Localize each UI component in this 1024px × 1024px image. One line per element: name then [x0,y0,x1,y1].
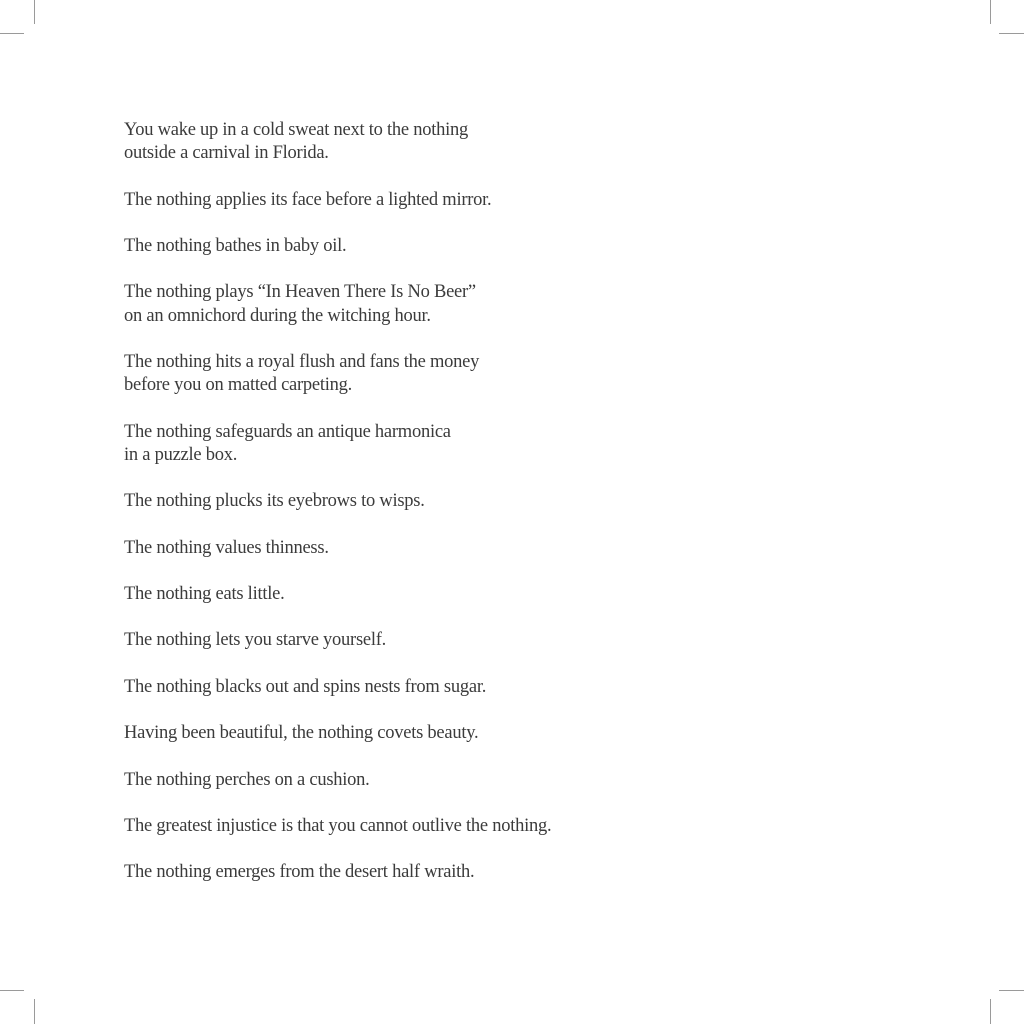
crop-mark-bottom-right-vertical [990,999,991,1024]
crop-mark-top-left-vertical [34,0,35,24]
poem-line: You wake up in a cold sweat next to the nothing [124,120,468,140]
poem-line: The nothing eats little. [124,583,285,604]
poem-line: on an omnichord during the witching hour. [124,305,431,326]
stanza [124,281,684,327]
poem-line: Having been beautiful, the nothing covets beauty. [124,723,479,744]
stanza [124,189,684,212]
crop-mark-bottom-left-vertical [34,999,35,1024]
poem-line: The nothing safeguards an antique harmonica [124,421,451,442]
crop-mark-top-right-vertical [990,0,991,24]
poem-line: The nothing hits a royal flush and fans the money [124,351,480,372]
poem-line: The greatest injustice is that you cannot outlive the nothing. [124,815,552,836]
stanza [124,583,684,606]
poem-line: The nothing bathes in baby oil. [124,235,347,256]
stanza [124,490,684,513]
poem-line: The nothing lets you starve yourself. [124,630,387,651]
poem-line: The nothing perches on a cushion. [124,769,370,790]
stanza [124,235,684,258]
poem-line: outside a carnival in Florida. [124,143,329,164]
poem-line: The nothing values thinness. [124,537,329,558]
stanza [124,351,684,397]
stanza [124,537,684,560]
stanza [124,421,684,467]
stanza [124,815,684,838]
poem-line: The nothing plucks its eyebrows to wisps. [124,491,425,512]
stanza [124,722,684,745]
poem-text-block [124,119,684,884]
stanza [124,676,684,699]
crop-mark-bottom-left-horizontal [0,990,24,991]
poem-line: The nothing plays “In Heaven There Is No Beer” [124,282,476,303]
poem-line: The nothing applies its face before a lighted mirror. [124,189,492,210]
crop-mark-top-left-horizontal [0,33,24,34]
stanza [124,861,684,884]
stanza [124,629,684,652]
poem-line: The nothing emerges from the desert half wraith. [124,862,475,883]
poem-line: The nothing blacks out and spins nests from sugar. [124,676,487,697]
stanza [124,119,684,165]
stanza [124,769,684,792]
poem-line: before you on matted carpeting. [124,375,353,396]
crop-mark-top-right-horizontal [999,33,1024,34]
crop-mark-bottom-right-horizontal [999,990,1024,991]
poem-line: in a puzzle box. [124,444,238,465]
